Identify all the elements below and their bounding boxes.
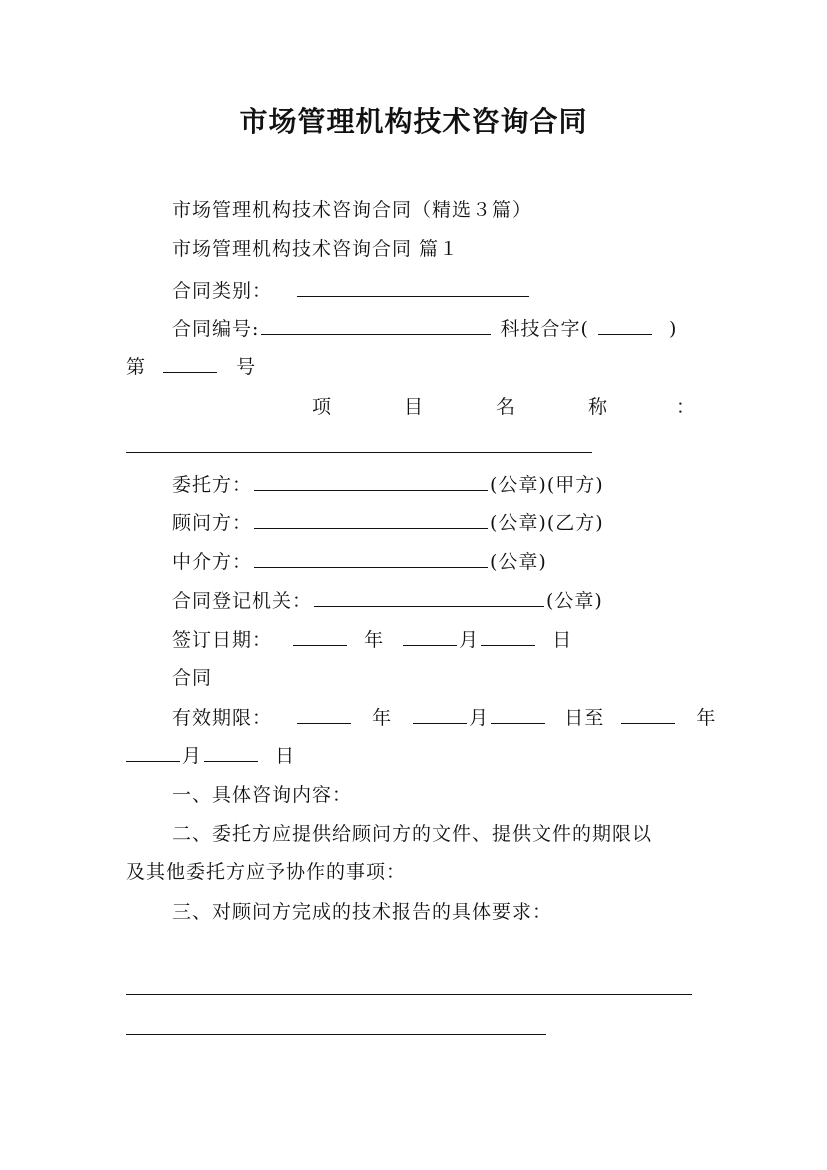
intermediary-line bbox=[172, 549, 547, 574]
sign-year-blank[interactable] bbox=[293, 627, 347, 646]
contract-type-blank[interactable] bbox=[297, 278, 529, 297]
project-name-char-2: 目 bbox=[404, 396, 425, 418]
contract-serial-line bbox=[126, 354, 256, 379]
validity-end-day-blank[interactable] bbox=[204, 743, 258, 762]
clause-2-line-1: 二、委托方应提供给顾问方的文件、提供文件的期限以 bbox=[172, 823, 653, 845]
clause-1: 一、具体咨询内容： bbox=[172, 784, 353, 806]
client-suffix: (公章)(甲方) bbox=[490, 474, 604, 496]
contract-no-label: 合同编号: bbox=[172, 318, 260, 340]
contract-no-suffix: 科技合字( bbox=[500, 318, 589, 340]
document-subtitle: 市场管理机构技术咨询合同（精选３篇） bbox=[172, 199, 533, 221]
consultant-line bbox=[172, 510, 604, 535]
intermediary-blank[interactable] bbox=[254, 549, 488, 568]
project-name-char-5: ： bbox=[676, 396, 697, 418]
contract-type-line bbox=[172, 278, 531, 303]
di-label: 第 bbox=[126, 356, 147, 378]
sign-day-blank[interactable] bbox=[481, 627, 535, 646]
validity-end-month-label: 月 bbox=[182, 745, 203, 767]
validity-start-day-label: 日至 bbox=[564, 707, 605, 729]
project-name-char-3: 名 bbox=[496, 396, 517, 418]
sign-month-label: 月 bbox=[459, 629, 480, 651]
clause-2-line-2: 及其他委托方应予协作的事项： bbox=[126, 861, 407, 883]
validity-line-2 bbox=[126, 743, 295, 768]
contract-no-blank[interactable] bbox=[261, 316, 491, 335]
registry-label: 合同登记机关： bbox=[172, 590, 313, 612]
contract-type-label: 合同类别： bbox=[172, 280, 273, 302]
contract-no-paren-close: ) bbox=[668, 318, 678, 340]
section-heading: 市场管理机构技术咨询合同 篇１ bbox=[172, 238, 460, 260]
contract-no-line bbox=[172, 316, 677, 341]
consultant-blank[interactable] bbox=[254, 510, 488, 529]
validity-start-month-label: 月 bbox=[469, 707, 490, 729]
registry-suffix: (公章) bbox=[546, 590, 603, 612]
sign-date-label: 签订日期： bbox=[172, 629, 273, 651]
project-name-blank[interactable] bbox=[126, 452, 592, 453]
validity-start-month-blank[interactable] bbox=[413, 705, 467, 724]
consultant-label: 顾问方： bbox=[172, 512, 253, 534]
contract-word: 合同 bbox=[172, 667, 213, 689]
serial-blank[interactable] bbox=[163, 354, 217, 373]
client-line bbox=[172, 472, 604, 497]
validity-end-month-blank[interactable] bbox=[126, 743, 180, 762]
validity-line bbox=[172, 705, 716, 730]
client-label: 委托方： bbox=[172, 474, 253, 496]
sign-day-label: 日 bbox=[552, 629, 573, 651]
sign-year-label: 年 bbox=[364, 629, 385, 651]
validity-end-year-blank[interactable] bbox=[621, 705, 675, 724]
clause-3-blank-line-2[interactable] bbox=[126, 1034, 546, 1035]
hao-label: 号 bbox=[236, 356, 257, 378]
project-name-char-1: 项 bbox=[312, 396, 333, 418]
validity-end-year-label: 年 bbox=[696, 707, 717, 729]
sign-month-blank[interactable] bbox=[403, 627, 457, 646]
project-name-char-4: 称 bbox=[588, 396, 609, 418]
clause-3-blank-line-1[interactable] bbox=[126, 994, 692, 995]
consultant-suffix: (公章)(乙方) bbox=[490, 512, 604, 534]
clause-3: 三、对顾问方完成的技术报告的具体要求： bbox=[172, 901, 553, 923]
registry-blank[interactable] bbox=[314, 588, 544, 607]
validity-start-year-label: 年 bbox=[372, 707, 393, 729]
document-title: 市场管理机构技术咨询合同 bbox=[239, 105, 588, 138]
validity-label: 有效期限： bbox=[172, 707, 273, 729]
client-blank[interactable] bbox=[254, 472, 488, 491]
validity-start-year-blank[interactable] bbox=[297, 705, 351, 724]
contract-no-year-blank[interactable] bbox=[598, 316, 652, 335]
validity-start-day-blank[interactable] bbox=[491, 705, 545, 724]
intermediary-suffix: (公章) bbox=[490, 551, 547, 573]
sign-date-line bbox=[172, 627, 572, 652]
registry-line bbox=[172, 588, 603, 613]
validity-end-day-label: 日 bbox=[275, 745, 296, 767]
intermediary-label: 中介方： bbox=[172, 551, 253, 573]
